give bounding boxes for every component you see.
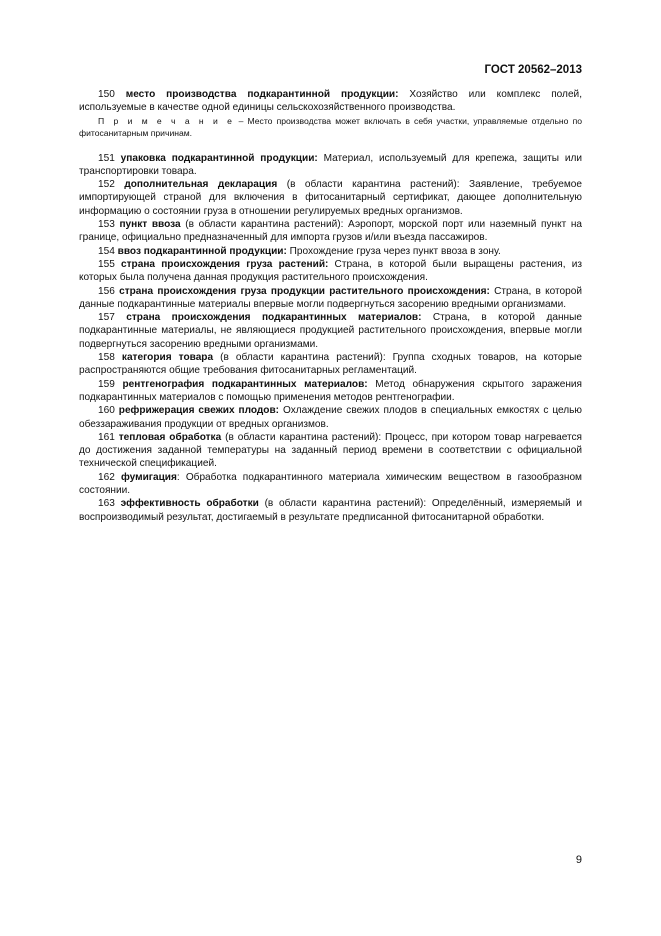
term-entry-159 bbox=[79, 378, 582, 405]
entry-number: 151 bbox=[98, 152, 115, 164]
term-entry-153 bbox=[79, 218, 582, 245]
entry-number: 160 bbox=[98, 405, 115, 417]
term-entry-160 bbox=[79, 404, 582, 431]
entry-number: 158 bbox=[98, 352, 115, 364]
entry-term: фумигация bbox=[120, 471, 177, 483]
term-entry-150 bbox=[79, 88, 582, 115]
entry-term: страна происхождения груза растений: bbox=[121, 258, 329, 270]
entry-definition: Страна, в которой были выращены растения, из которых была получена данная продукция растительного происхождения. bbox=[79, 258, 582, 284]
note-paragraph bbox=[79, 115, 582, 139]
entry-term: ввоз подкарантинной продукции: bbox=[117, 245, 287, 257]
entry-definition: Хозяйство или комплекс полей, используемые в качестве одной единицы сельскохозяйственного производства. bbox=[79, 89, 582, 114]
term-entry-154 bbox=[79, 245, 582, 258]
entry-number: 154 bbox=[98, 245, 115, 257]
entry-term: категория товара bbox=[121, 352, 214, 364]
entry-number: 159 bbox=[98, 378, 115, 390]
entry-term: дополнительная декларация bbox=[124, 179, 278, 191]
entry-term: эффективность обработки bbox=[120, 498, 259, 510]
entry-term: место производства подкарантинной продукции: bbox=[125, 89, 399, 100]
entry-term: страна происхождения груза продукции растительного происхождения: bbox=[119, 285, 490, 297]
entry-definition: Материал, используемый для крепежа, защиты или транспортировки товара. bbox=[79, 152, 582, 177]
entry-definition: (в области карантина растений): Процесс, при котором товар нагревается до достижения заданной температуры на заданный период времени в соответствии с официальной технической спецификацией. bbox=[79, 431, 582, 470]
term-entry-157 bbox=[79, 311, 582, 351]
page-number: 9 bbox=[575, 854, 582, 866]
entry-term: рефрижерация свежих плодов: bbox=[118, 405, 280, 417]
entry-definition: : Обработка подкарантинного материала химическим веществом в газообразном состоянии. bbox=[79, 471, 582, 497]
entry-number: 161 bbox=[98, 431, 115, 443]
entry-definition: Метод обнаружения скрытого заражения подкарантинных материалов с помощью применения методов рентгенографии. bbox=[79, 378, 582, 403]
entry-definition: Охлаждение свежих плодов в специальных емкостях с целью обеззараживания продукции от вредных организмов. bbox=[79, 405, 582, 430]
entry-number: 150 bbox=[98, 89, 115, 100]
entry-term: пункт ввоза bbox=[119, 219, 181, 231]
entry-definition: Страна, в которой данные подкарантинные материалы впервые могли подвергнуться засорению вредными организмами. bbox=[79, 285, 582, 310]
entry-number: 152 bbox=[98, 179, 115, 191]
term-entry-151 bbox=[79, 152, 582, 179]
entry-number: 162 bbox=[98, 471, 115, 483]
term-entry-163 bbox=[79, 497, 582, 524]
entry-term: страна происхождения подкарантинных материалов: bbox=[126, 312, 422, 324]
entry-term: упаковка подкарантинной продукции: bbox=[120, 152, 318, 164]
term-entry-158 bbox=[79, 351, 582, 378]
entry-number: 163 bbox=[98, 498, 115, 510]
paragraph-spacer bbox=[79, 139, 582, 152]
note-text: – Место производства может включать в себя участки, управляемые отдельно по фитосанитарным причинам. bbox=[79, 115, 583, 138]
term-entry-156 bbox=[79, 285, 582, 312]
term-entry-162 bbox=[79, 471, 582, 498]
entry-number: 155 bbox=[98, 258, 115, 270]
entry-term: рентгенография подкарантинных материалов: bbox=[122, 378, 368, 390]
entry-definition: (в области карантина растений): Заявление, требуемое импортирующей страной для включения в фитосанитарный сертификат, дающее дополнительную информацию о состоянии груза в отношении регулируемых вредных организмов. bbox=[79, 179, 583, 217]
entry-number: 156 bbox=[98, 285, 115, 297]
term-entry-155 bbox=[79, 258, 582, 285]
entry-number: 157 bbox=[98, 312, 115, 324]
entry-definition: Страна, в которой данные подкарантинные материалы, не являющиеся продукцией растительного происхождения, впервые могли подвергнуться засорению вредными организмами. bbox=[79, 312, 582, 350]
entry-definition: Прохождение груза через пункт ввоза в зону. bbox=[286, 245, 501, 257]
term-entry-161 bbox=[79, 431, 582, 471]
entry-definition: (в области карантина растений): Группа сходных товаров, на которые распространяются общие требования фитосанитарных регламентаций. bbox=[79, 352, 583, 377]
standard-header: ГОСТ 20562–2013 bbox=[484, 64, 582, 76]
note-label: П р и м е ч а н и е bbox=[98, 115, 235, 126]
document-body bbox=[79, 88, 582, 524]
entry-definition: (в области карантина растений): Аэропорт, морской порт или наземный пункт на границе, официально предназначенный для импорта грузов и/или въезда пассажиров. bbox=[79, 219, 583, 244]
term-entry-152 bbox=[79, 178, 582, 218]
entry-number: 153 bbox=[98, 219, 115, 231]
entry-term: тепловая обработка bbox=[118, 431, 222, 443]
entry-definition: (в области карантина растений): Определённый, измеряемый и воспроизводимый результат, достигаемый в результате предписанной фитосанитарной обработки. bbox=[79, 498, 582, 523]
